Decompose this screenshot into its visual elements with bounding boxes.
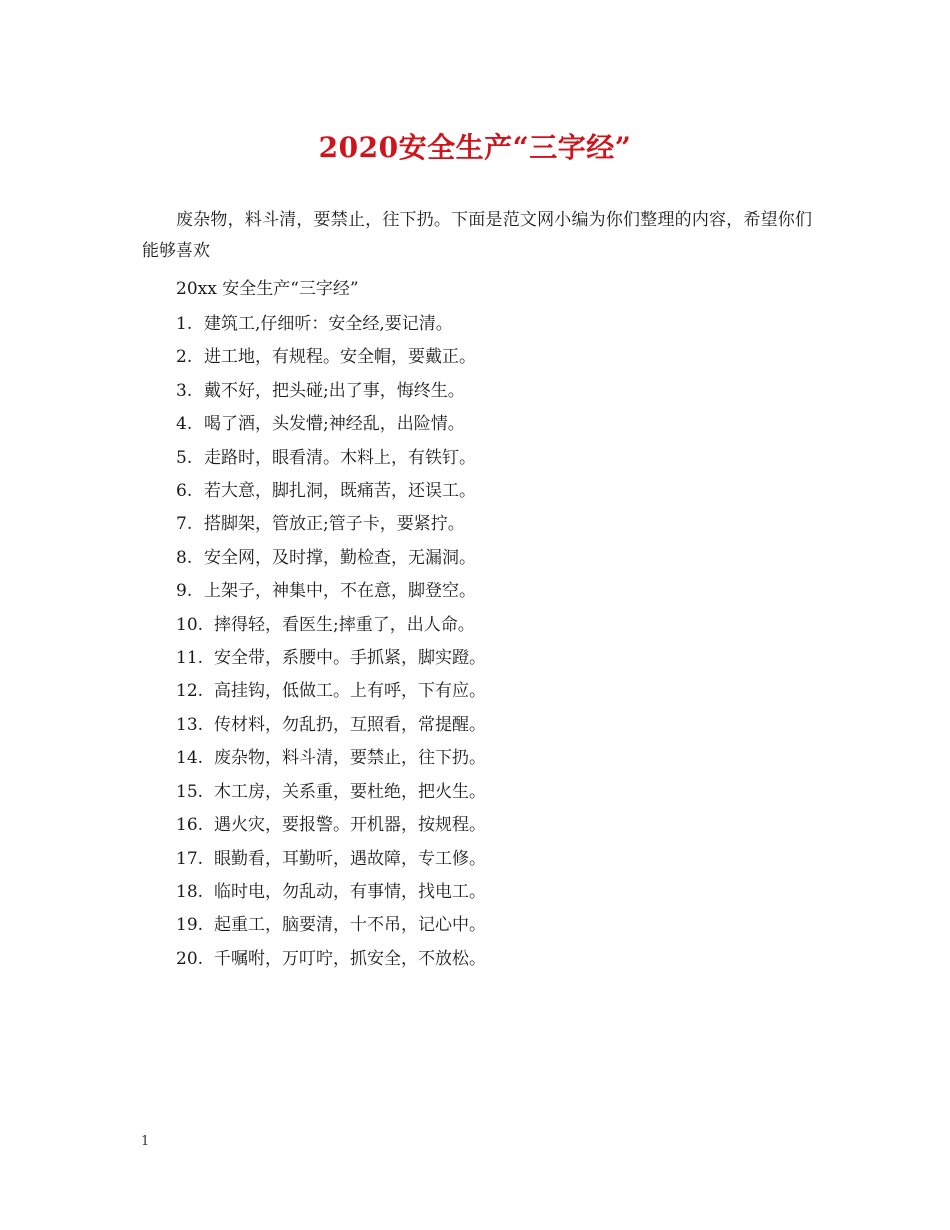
- item-text: 起重工，脑要清，十不吊，记心中。: [214, 915, 486, 936]
- item-text: 废杂物，料斗清，要禁止，往下扔。: [214, 748, 486, 769]
- item-number: 8.: [176, 547, 193, 568]
- item-number: 16.: [176, 815, 204, 836]
- list-item: [176, 843, 486, 876]
- item-number: 3.: [176, 380, 193, 401]
- item-text: 喝了酒，头发懵;神经乱，出险情。: [204, 414, 465, 435]
- item-text: 临时电，勿乱动，有事情，找电工。: [214, 881, 486, 902]
- item-number: 12.: [176, 681, 204, 702]
- item-text: 安全网，及时撑，勤检查，无漏洞。: [204, 547, 476, 568]
- item-text: 眼勤看，耳勤听，遇故障，专工修。: [214, 848, 486, 869]
- item-number: 5.: [176, 447, 193, 468]
- item-number: 19.: [176, 915, 204, 936]
- list-item: [176, 876, 486, 909]
- item-text: 高挂钩，低做工。上有呼，下有应。: [214, 681, 486, 702]
- item-number: 4.: [176, 414, 193, 435]
- list-item: [176, 909, 486, 942]
- item-text: 摔得轻，看医生;摔重了，出人命。: [214, 614, 475, 635]
- item-number: 14.: [176, 748, 204, 769]
- list-item: [176, 542, 486, 575]
- item-number: 15.: [176, 781, 204, 802]
- list-item: [176, 575, 486, 608]
- item-text: 走路时，眼看清。木料上，有铁钉。: [204, 447, 476, 468]
- document-title: 2020安全生产“三字经”: [318, 131, 632, 164]
- item-text: 上架子，神集中，不在意，脚登空。: [204, 581, 476, 602]
- item-text: 千嘱咐，万叮咛，抓安全，不放松。: [214, 948, 486, 969]
- item-text: 建筑工,仔细听：安全经,要记清。: [204, 314, 453, 334]
- list-item: [176, 609, 486, 642]
- item-number: 6.: [176, 481, 193, 502]
- list-item: [176, 475, 486, 508]
- item-number: 2.: [176, 347, 193, 368]
- page-number: 1: [141, 1134, 150, 1149]
- item-number: 18.: [176, 881, 204, 902]
- list-item: [176, 943, 486, 976]
- list-item: [176, 308, 486, 341]
- item-text: 遇火灾，要报警。开机器，按规程。: [214, 815, 486, 836]
- section-subheading: 20xx 安全生产“三字经”: [176, 279, 359, 299]
- list-item: [176, 341, 486, 374]
- list-item: [176, 508, 486, 541]
- item-number: 1.: [176, 314, 193, 334]
- list-item: [176, 442, 486, 475]
- intro-paragraph: 废杂物，料斗清，要禁止，往下扔。下面是范文网小编为你们整理的内容，希望你们能够喜欢: [142, 210, 812, 261]
- item-text: 传材料，勿乱扔，互照看，常提醒。: [214, 714, 486, 735]
- item-text: 搭脚架，管放正;管子卡，要紧拧。: [204, 514, 465, 535]
- list-item: [176, 375, 486, 408]
- item-number: 13.: [176, 714, 204, 735]
- list-item: [176, 742, 486, 775]
- list-item: [176, 776, 486, 809]
- item-number: 11.: [176, 648, 204, 669]
- item-number: 20.: [176, 948, 204, 969]
- item-number: 7.: [176, 514, 193, 535]
- item-number: 9.: [176, 581, 193, 602]
- list-item: [176, 675, 486, 708]
- list-item: [176, 709, 486, 742]
- list-item: [176, 809, 486, 842]
- item-number: 17.: [176, 848, 204, 869]
- list-item: [176, 408, 486, 441]
- item-text: 木工房，关系重，要杜绝，把火生。: [214, 781, 486, 802]
- item-text: 安全带，系腰中。手抓紧，脚实蹬。: [214, 648, 486, 669]
- item-text: 进工地，有规程。安全帽，要戴正。: [204, 347, 476, 368]
- rules-list: [176, 308, 486, 976]
- item-text: 戴不好，把头碰;出了事，悔终生。: [204, 380, 465, 401]
- item-number: 10.: [176, 614, 204, 635]
- item-text: 若大意，脚扎洞，既痛苦，还误工。: [204, 481, 476, 502]
- list-item: [176, 642, 486, 675]
